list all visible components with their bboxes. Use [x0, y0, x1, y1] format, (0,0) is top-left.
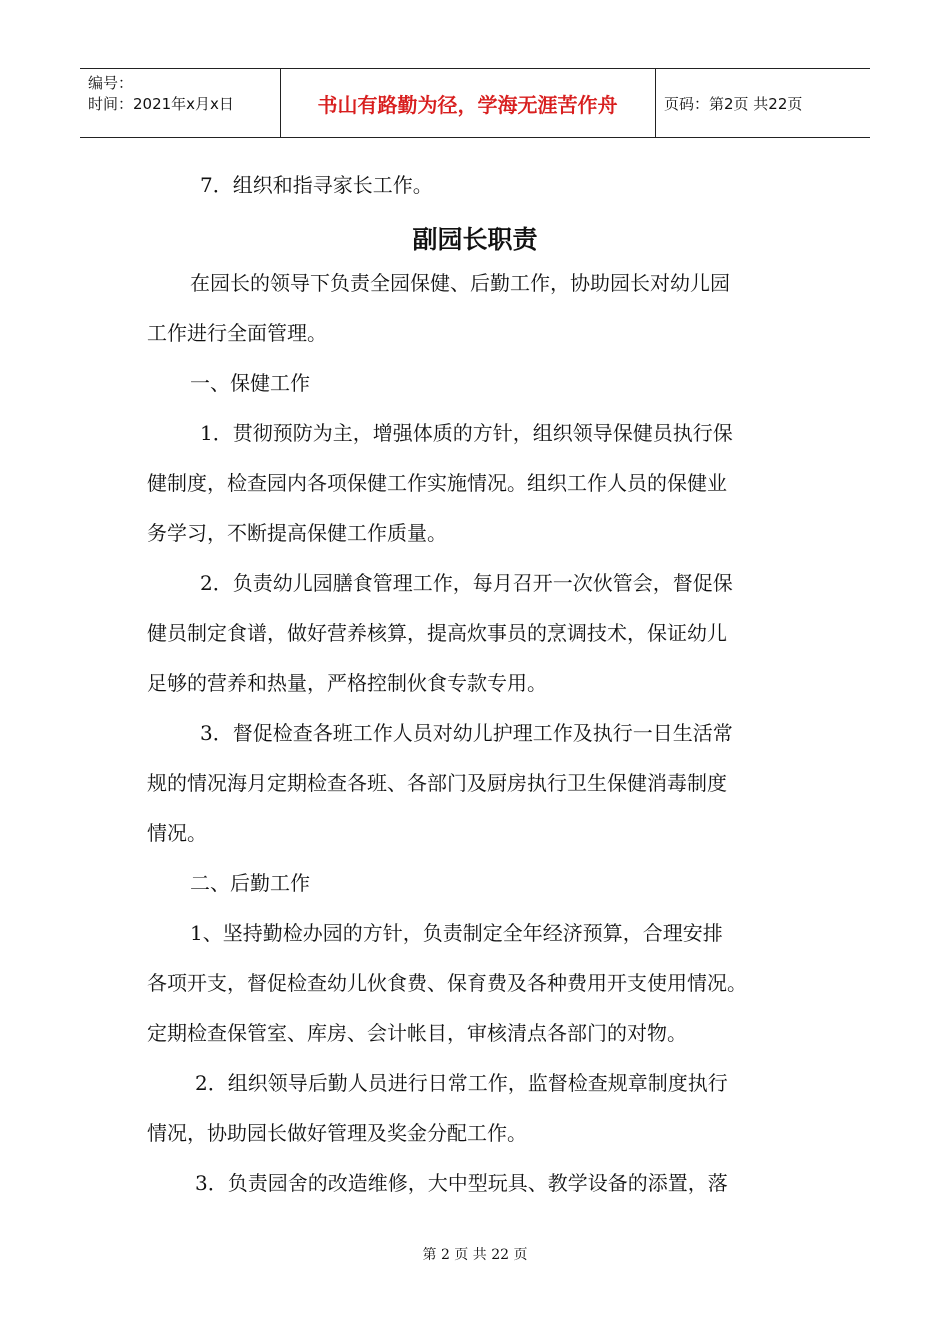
paragraph-line: 1．贯彻预防为主，增强体质的方针，组织领导保健员执行保: [200, 421, 733, 445]
header-divider: [655, 69, 656, 137]
paragraph-line: 规的情况海月定期检查各班、各部门及厨房执行卫生保健消毒制度: [147, 771, 727, 795]
paragraph-line: 3．负责园舍的改造维修，大中型玩具、教学设备的添置，落: [195, 1171, 728, 1195]
paragraph-line: 务学习，不断提高保健工作质量。: [147, 521, 447, 545]
paragraph-line: 7．组织和指寻家长工作。: [200, 173, 433, 197]
paragraph-line: 健员制定食谱，做好营养核算，提高炊事员的烹调技术，保证幼儿: [147, 621, 727, 645]
paragraph-line: 健制度，检查园内各项保健工作实施情况。组织工作人员的保健业: [147, 471, 727, 495]
paragraph-line: 2．组织领导后勤人员进行日常工作，监督检查规章制度执行: [195, 1071, 728, 1095]
paragraph-line: 定期检查保管室、库房、会计帐目，审核清点各部门的对物。: [147, 1021, 687, 1045]
document-number: 编号：: [88, 74, 134, 92]
paragraph-line: 各项开支，督促检查幼儿伙食费、保育费及各种费用开支使用情况。: [147, 971, 747, 995]
page-header: [80, 68, 870, 138]
paragraph-line: 1、坚持勤检办园的方针，负责制定全年经济预算，合理安排: [190, 921, 723, 945]
paragraph-line: 情况。: [147, 821, 207, 845]
paragraph-line: 足够的营养和热量，严格控制伙食专款专用。: [147, 671, 547, 695]
paragraph-line: 在园长的领导下负责全园保健、后勤工作，协助园长对幼儿园: [190, 271, 730, 295]
paragraph-line: 2．负责幼儿园膳食管理工作，每月召开一次伙管会，督促保: [200, 571, 733, 595]
subsection-heading: 一、保健工作: [190, 371, 310, 395]
section-title: 副园长职责: [412, 225, 538, 254]
paragraph-line: 工作进行全面管理。: [147, 321, 327, 345]
header-meta: [88, 73, 234, 115]
header-page-number: 页码：第2页 共22页: [664, 94, 803, 113]
paragraph-line: 情况，协助园长做好管理及奖金分配工作。: [147, 1121, 527, 1145]
page-footer: 第 2 页 共 22 页: [422, 1247, 528, 1263]
header-motto: 书山有路勤为径，学海无涯苦作舟: [317, 92, 618, 117]
paragraph-line: 3．督促检查各班工作人员对幼儿护理工作及执行一日生活常: [200, 721, 733, 745]
subsection-heading: 二、后勤工作: [190, 871, 310, 895]
document-date: 时间：2021年x月x日: [88, 95, 234, 113]
